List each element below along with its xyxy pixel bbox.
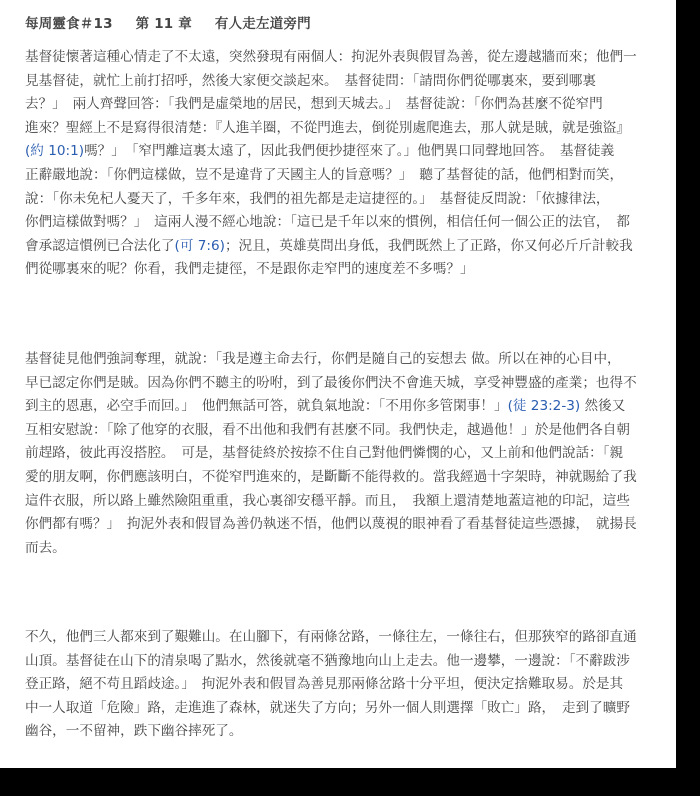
text-segment: 進來？聖經上不是寫得很清楚：『人進羊圈，不從門進去，倒從別處爬進去，那人就是賊，就是強盜』 xyxy=(25,119,630,136)
chapter-number: 第 11 章 xyxy=(135,16,192,32)
text-line xyxy=(25,490,665,514)
text-segment: 去？」 兩人齊聲回答：「我們是虛榮地的居民，想到天城去。」 基督徒說：「你們為甚麼不從窄門 xyxy=(25,96,603,113)
text-segment: 會承認這慣例已合法化了 xyxy=(25,237,175,254)
text-segment: 山頂。基督徒在山下的清泉喝了點水，然後就毫不猶豫地向山上走去。他一邊攀，一邊說：「不辭跋涉 xyxy=(25,652,630,669)
text-segment: 你們這樣做對嗎？」 這兩人漫不經心地說：「這已是千年以來的慣例，相信任何一個公正的法官， 都 xyxy=(25,214,630,231)
text-line xyxy=(25,70,665,94)
text-line xyxy=(25,513,665,537)
scripture-reference-link[interactable]: (可 7:6) xyxy=(174,237,225,254)
text-segment: 互相安慰說：「除了他穿的衣服，看不出他和我們有甚麼不同。我們快走，越過他！」於是他們各自朝 xyxy=(25,421,630,438)
text-segment: 中一人取道「危險」路，走進進了森林，就迷失了方向；另外一個人則選擇「敗亡」路， 走到了曠野 xyxy=(25,699,630,716)
text-line xyxy=(25,395,665,419)
text-segment: 幽谷，一不留神，跌下幽谷摔死了。 xyxy=(25,723,243,740)
text-segment: 前趕路，彼此再沒搭腔。 可是，基督徒終於按捺不住自己對他們憐憫的心，又上前和他們說話：「親 xyxy=(25,445,624,462)
scripture-reference-link[interactable]: (徒 23:2-3) xyxy=(507,398,581,415)
paragraph-2 xyxy=(25,348,665,560)
series-title: 每周靈食＃13 xyxy=(25,16,113,32)
text-segment: 說：「你未免杞人憂天了，千多年來，我們的祖先都是走這捷徑的。」 基督徒反問說：「依據律法， xyxy=(25,190,610,207)
text-line xyxy=(25,466,665,490)
text-line xyxy=(25,211,665,235)
text-segment: 愛的朋友啊，你們應該明白，不從窄門進來的，是斷斷不能得救的。當我經過十字架時，神就賜給了我 xyxy=(25,468,637,485)
chapter-title: 有人走左道旁門 xyxy=(214,16,311,32)
text-line xyxy=(25,46,665,70)
text-line xyxy=(25,442,665,466)
text-segment: 這件衣服，所以路上雖然險阻重重，我心裏卻安穩平靜。而且， 我額上還清楚地蓋這祂的印記，這些 xyxy=(25,492,630,509)
text-line xyxy=(25,720,665,744)
text-line xyxy=(25,537,665,561)
text-segment: 然後又 xyxy=(580,398,626,415)
text-line xyxy=(25,650,665,674)
text-segment: 正辭嚴地說：「你們這樣做，豈不是違背了天國主人的旨意嗎？」 聽了基督徒的話，他們相對而笑， xyxy=(25,166,624,183)
text-segment: 基督徒懷著這種心情走了不太遠，突然發現有兩個人：拘泥外表與假冒為善，從左邊越牆而來；他們一 xyxy=(25,49,637,65)
text-line xyxy=(25,372,665,396)
text-segment: 嗎？」 「窄門離這裏太遠了，因此我們便抄捷徑來了。」他們異口同聲地回答。 基督徒義 xyxy=(84,143,615,160)
text-line xyxy=(25,697,665,721)
text-segment: 們從哪裏來的呢？你看，我們走捷徑，不是跟你走窄門的速度差不多嗎？」 xyxy=(25,261,474,278)
text-line xyxy=(25,140,665,164)
text-line xyxy=(25,93,665,117)
text-segment: 而去。 xyxy=(25,539,66,556)
text-line xyxy=(25,188,665,212)
text-segment: 你們都有嗎？」 拘泥外表和假冒為善仍執迷不悟，他們以蔑視的眼神看了看基督徒這些憑據， 就揚長 xyxy=(25,516,637,533)
text-segment: 登正路，絕不苟且蹈歧途。」 拘泥外表和假冒為善見那兩條岔路十分平坦，便決定捨難取易。於是其 xyxy=(25,676,624,693)
text-line xyxy=(25,626,665,650)
scripture-reference-link[interactable]: (約 10:1) xyxy=(25,143,85,160)
text-segment: 見基督徒，就忙上前打招呼，然後大家便交談起來。 基督徒問：「請問你們從哪裏來，要到哪裏 xyxy=(25,72,596,89)
text-line xyxy=(25,348,665,372)
text-line xyxy=(25,117,665,141)
text-segment: 基督徒見他們強詞奪理，就說：「我是遵主命去行，你們是隨自己的妄想去 做。所以在神的心目中， xyxy=(25,351,621,367)
text-line xyxy=(25,258,665,282)
page-title xyxy=(25,12,329,32)
paragraph-1 xyxy=(25,46,665,282)
text-line xyxy=(25,673,665,697)
text-segment: 到主的恩惠，必空手而回。」 他們無話可答，就負氣地說：「不用你多管閑事！」 xyxy=(25,398,508,415)
text-line xyxy=(25,235,665,259)
text-line xyxy=(25,164,665,188)
text-segment: 早已認定你們是賊。因為你們不聽主的吩咐，到了最後你們決不會進天城，享受神豐盛的產業；也得不 xyxy=(25,374,637,391)
text-segment: ；況且，英雄莫問出身低，我們既然上了正路，你又何必斤斤計較我 xyxy=(224,237,633,254)
text-line xyxy=(25,419,665,443)
text-segment: 不久，他們三人都來到了艱難山。在山腳下，有兩條岔路，一條往左，一條往右，但那狹窄的路卻直通 xyxy=(25,629,637,645)
paragraph-3 xyxy=(25,626,665,744)
